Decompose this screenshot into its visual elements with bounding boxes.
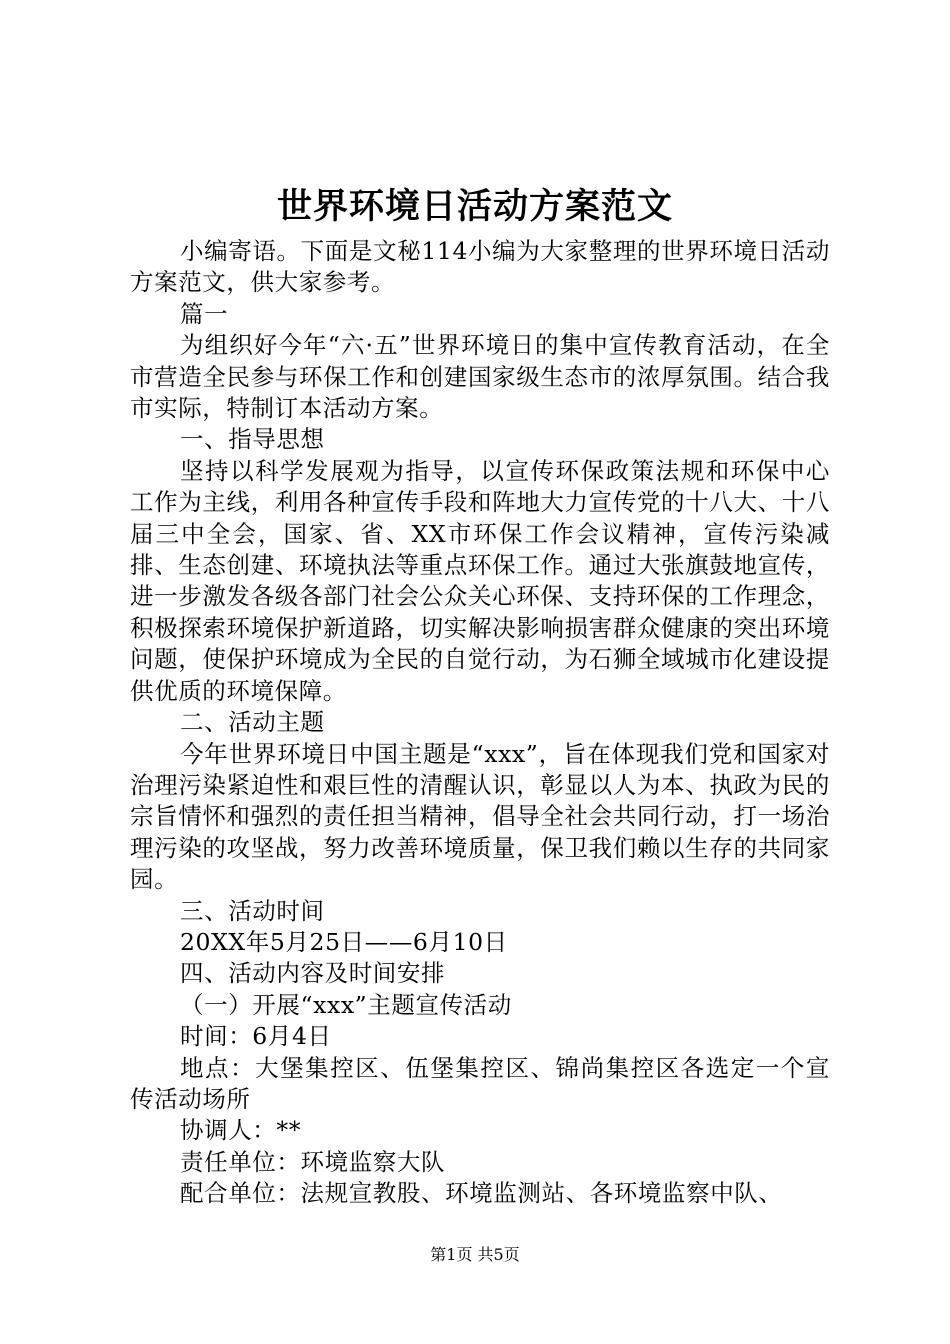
heading-activity-time: 三、活动时间 [180, 896, 325, 925]
page-number-footer: 第1页 共5页 [430, 1245, 520, 1264]
activity-time-value: 20XX年5月25日——6月10日 [180, 927, 508, 956]
heading-activity-content: 四、活动内容及时间安排 [180, 959, 446, 988]
event-time: 时间：6月4日 [180, 1022, 332, 1051]
event-coordinator: 协调人：** [180, 1116, 302, 1145]
event-location: 地点：大堡集控区、伍堡集控区、锦尚集控区各选定一个宣传活动场所 [130, 1053, 830, 1113]
section-label-part-one: 篇一 [180, 299, 229, 328]
intro-paragraph: 小编寄语。下面是文秘114小编为大家整理的世界环境日活动方案范文，供大家参考。 [130, 237, 830, 297]
guiding-ideology-paragraph: 坚持以科学发展观为指导，以宣传环保政策法规和环保中心工作为主线，利用各种宣传手段和阵地大力宣传党的十八大、十八届三中全会，国家、省、XX市环保工作会议精神，宣传污染减排、生态创建、环境执法等重点环保工作。通过大张旗鼓地宣传，进一步激发各级各部门社会公众关心环保、支持环保的工作理念，积极探索环境保护新道路，切实解决影响损害群众健康的突出环境问题，使保护环境成为全民的自觉行动，为石狮全域城市化建设提供优质的环境保障。 [130, 456, 830, 705]
subheading-theme-promotion: （一）开展“xxx”主题宣传活动 [180, 990, 512, 1019]
document-title: 世界环境日活动方案范文 [276, 186, 673, 227]
activity-theme-paragraph: 今年世界环境日中国主题是“xxx”，旨在体现我们党和国家对治理污染紧迫性和艰巨性的清醒认识，彰显以人为本、执政为民的宗旨情怀和强烈的责任担当精神，倡导全社会共同行动，打一场治理污染的攻坚战，努力改善环境质量，保卫我们赖以生存的共同家园。 [130, 739, 830, 894]
event-cooperating-units: 配合单位：法规宣教股、环境监测站、各环境监察中队、 [180, 1179, 783, 1208]
event-responsible-unit: 责任单位：环境监察大队 [180, 1147, 446, 1176]
heading-guiding-ideology: 一、指导思想 [180, 425, 325, 454]
purpose-paragraph: 为组织好今年“六·五”世界环境日的集中宣传教育活动，在全市营造全民参与环保工作和创建国家级生态市的浓厚氛围。结合我市实际，特制订本活动方案。 [130, 331, 830, 423]
heading-activity-theme: 二、活动主题 [180, 708, 325, 737]
document-body [130, 236, 830, 1210]
